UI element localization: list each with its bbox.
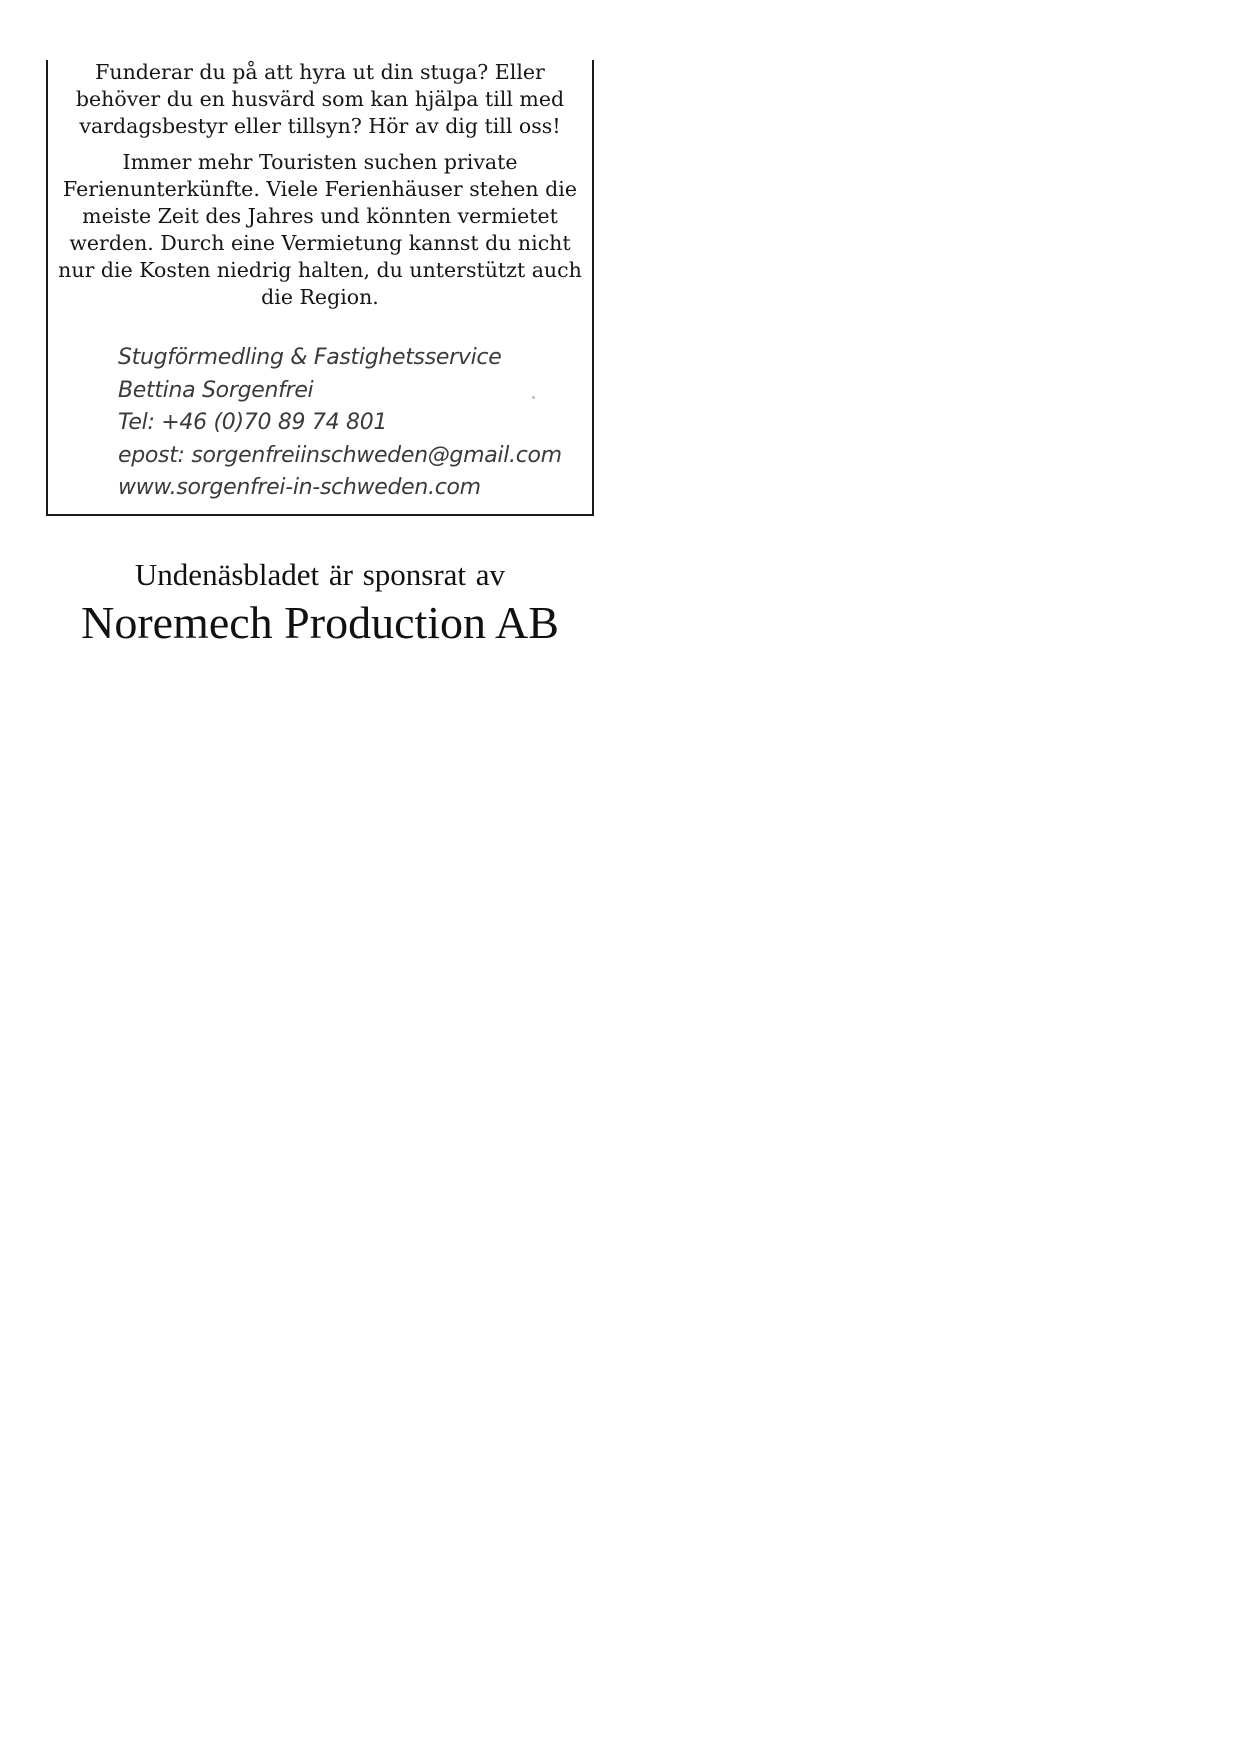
contact-phone: Tel: +46 (0)70 89 74 801 (118, 410, 388, 435)
advertisement-box (46, 60, 594, 516)
contact-name: Bettina Sorgenfrei (118, 377, 314, 403)
contact-email: epost: sorgenfreiinschweden@gmail.com (118, 442, 562, 468)
contact-company: Stugförmedling & Fastighetsservice (118, 345, 502, 370)
contact-block (118, 342, 562, 505)
ad-swedish-paragraph: Funderar du på att hyra ut din stuga? Eller behöver du en husvärd som kan hjälpa till med vardagsbestyr eller tillsyn? Hör av dig till oss! (75, 60, 565, 138)
contact-website: www.sorgenfrei-in-schweden.com (118, 475, 481, 500)
sponsor-intro: Undenäsbladet är sponsrat av (134, 557, 506, 592)
sponsor-name: Noremech Production AB (81, 597, 559, 648)
ad-german-paragraph: Immer mehr Touristen suchen private Ferienunterkünfte. Viele Ferienhäuser stehen die meiste Zeit des Jahres und könnten vermietet werden. Durch eine Vermietung kannst du nicht nur die Kosten niedrig halten, du unterstützt auch die Region. (58, 150, 582, 309)
scan-speck (532, 396, 535, 399)
